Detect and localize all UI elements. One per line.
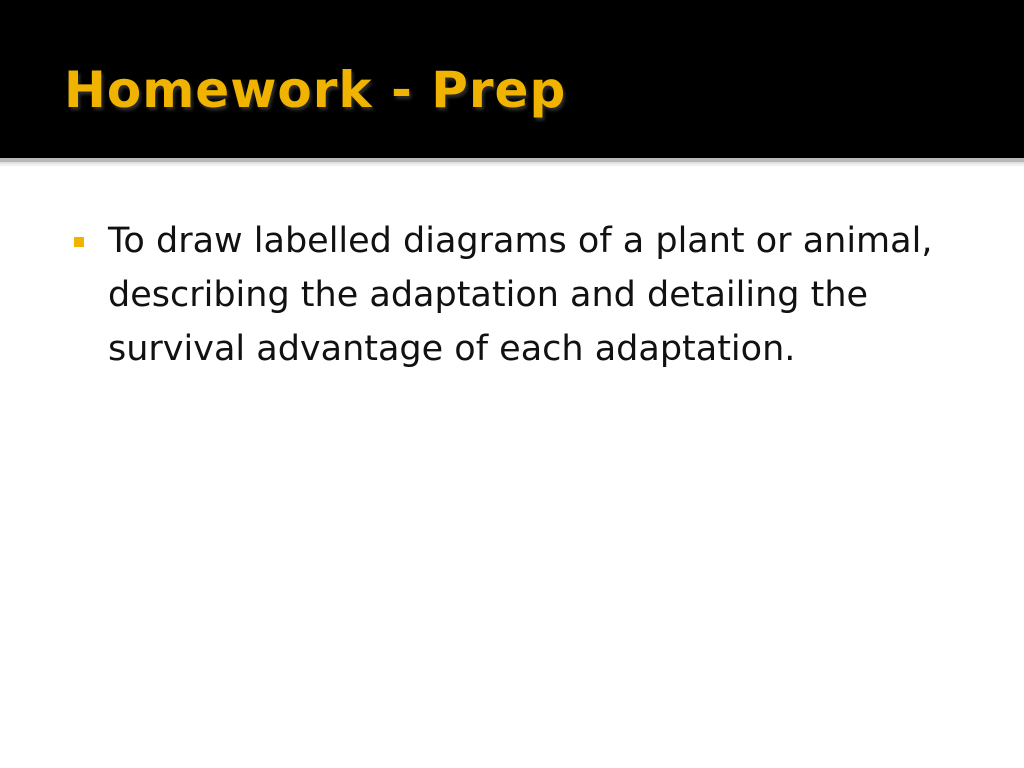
slide-title: Homework - Prep [64, 61, 567, 119]
slide-content [72, 214, 972, 376]
square-bullet-icon [74, 237, 84, 247]
bullet-item [72, 214, 972, 376]
bullet-text: To draw labelled diagrams of a plant or animal, describing the adaptation and detailing the survival advantage of each adaptation. [108, 221, 933, 369]
title-divider-shadow [0, 162, 1024, 167]
title-bar [0, 0, 1024, 158]
